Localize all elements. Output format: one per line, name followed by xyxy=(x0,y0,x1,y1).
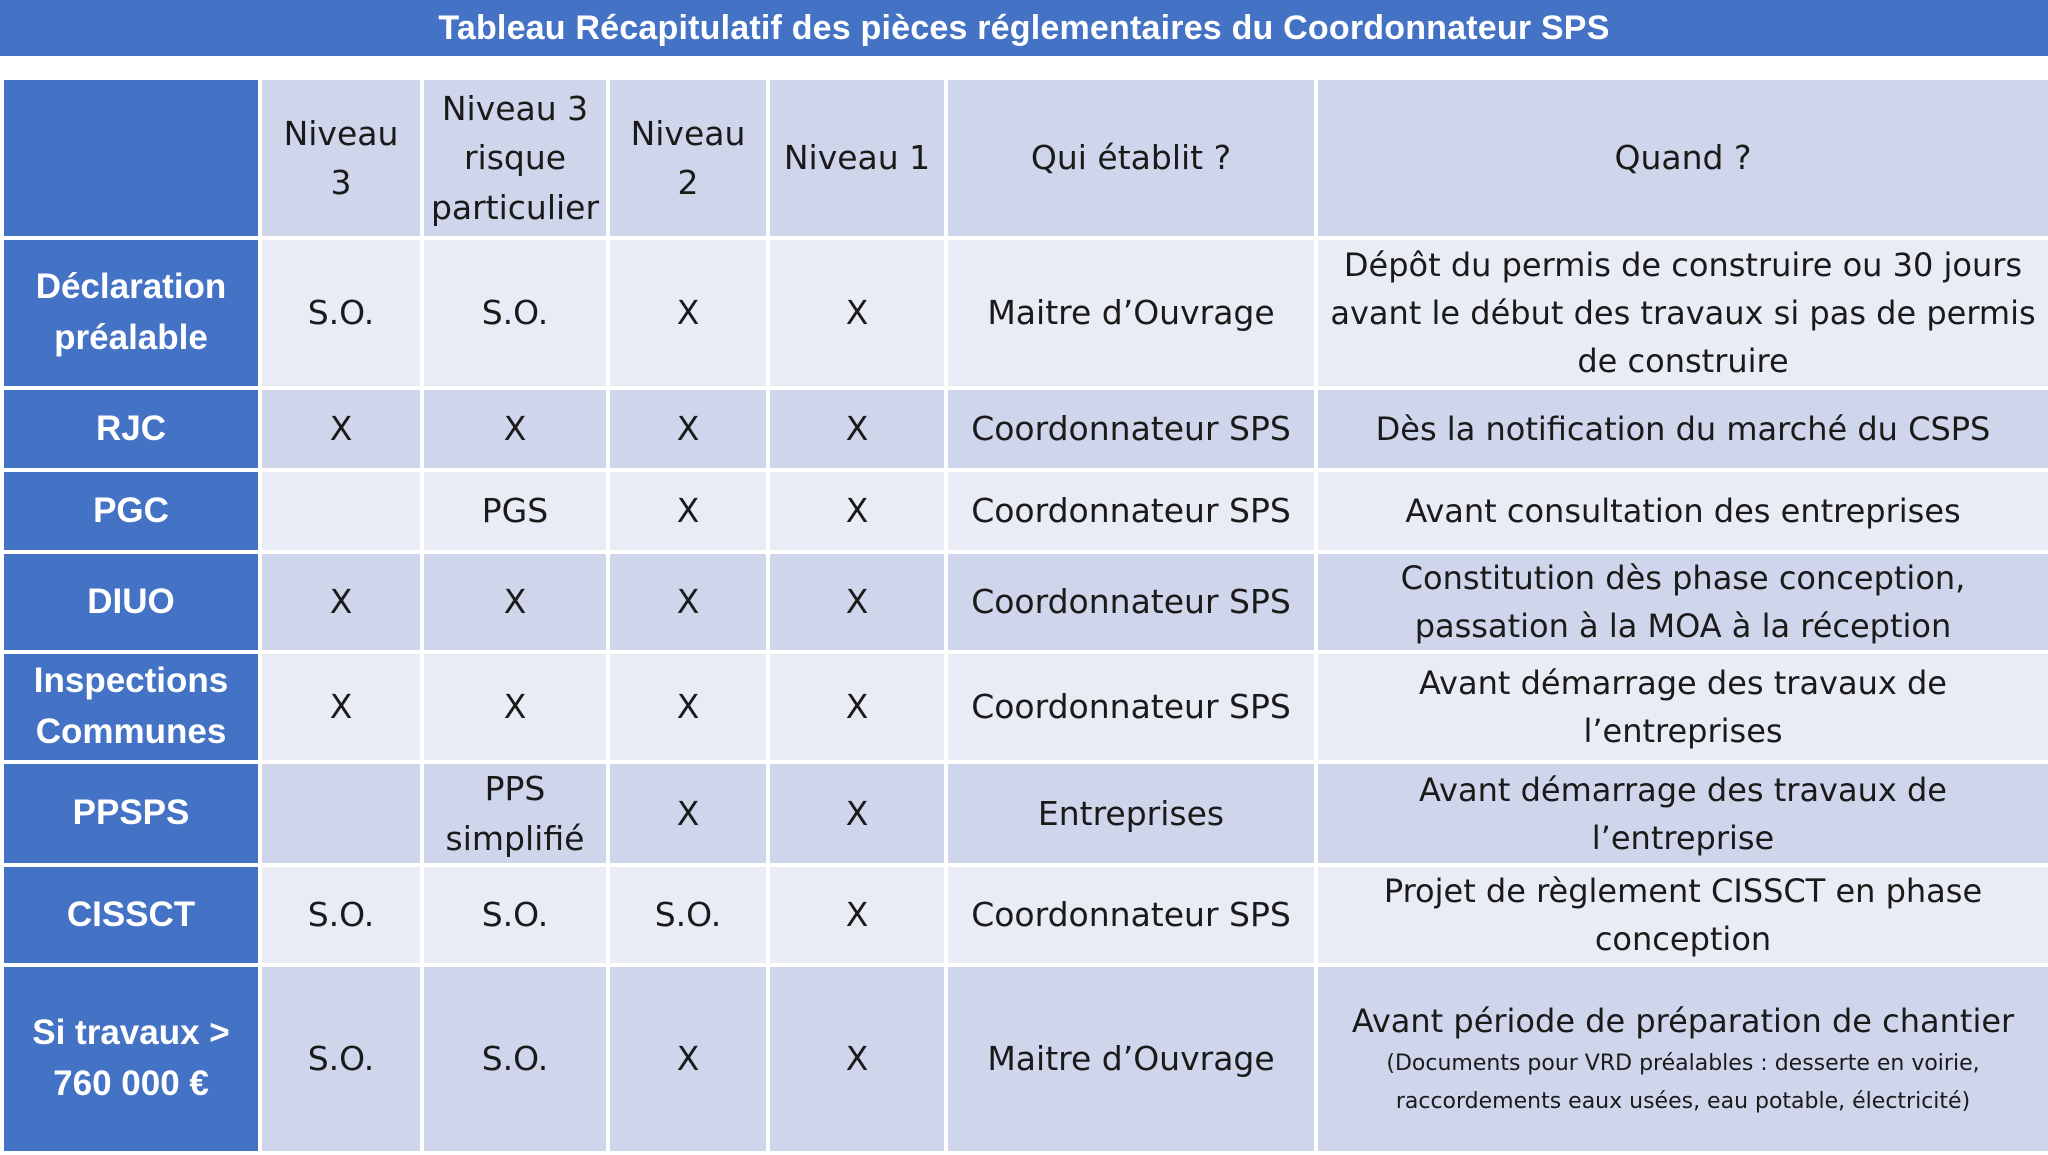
summary-table xyxy=(0,76,2048,1155)
cell-niveau-3: S.O. xyxy=(260,865,422,965)
cell-niveau-3-risque: PPS simplifié xyxy=(422,762,608,865)
cell-niveau-3-risque: PGS xyxy=(422,470,608,552)
cell-niveau-3-risque: S.O. xyxy=(422,238,608,388)
cell-when xyxy=(1316,965,2048,1153)
cell-who: Coordonnateur SPS xyxy=(946,652,1316,762)
cell-niveau-3-risque: S.O. xyxy=(422,965,608,1153)
cell-niveau-3-risque: X xyxy=(422,652,608,762)
cell-who: Coordonnateur SPS xyxy=(946,552,1316,652)
cell-who: Coordonnateur SPS xyxy=(946,865,1316,965)
cell-when: Projet de règlement CISSCT en phase conception xyxy=(1316,865,2048,965)
table-row xyxy=(2,238,2048,388)
cell-who: Coordonnateur SPS xyxy=(946,470,1316,552)
cell-niveau-2: X xyxy=(608,238,768,388)
header-niveau-1: Niveau 1 xyxy=(768,78,946,238)
cell-niveau-1: X xyxy=(768,470,946,552)
cell-niveau-2: X xyxy=(608,470,768,552)
cell-when-note: (Documents pour VRD préalables : desserte en voirie, raccordements eaux usées, eau potable, électricité) xyxy=(1386,1050,1980,1114)
cell-niveau-1: X xyxy=(768,965,946,1153)
table-row xyxy=(2,470,2048,552)
row-label: Si travaux > 760 000 € xyxy=(2,965,260,1153)
title-separator xyxy=(0,56,2048,76)
table-row xyxy=(2,965,2048,1153)
cell-niveau-1: X xyxy=(768,388,946,470)
cell-niveau-3: S.O. xyxy=(260,965,422,1153)
cell-when: Avant démarrage des travaux de l’entreprise xyxy=(1316,762,2048,865)
cell-who: Entreprises xyxy=(946,762,1316,865)
cell-niveau-3: X xyxy=(260,652,422,762)
row-label: CISSCT xyxy=(2,865,260,965)
row-label: RJC xyxy=(2,388,260,470)
cell-niveau-2: S.O. xyxy=(608,865,768,965)
cell-niveau-1: X xyxy=(768,238,946,388)
header-niveau-2: Niveau 2 xyxy=(608,78,768,238)
cell-when-main: Avant période de préparation de chantier xyxy=(1351,1001,2015,1040)
header-niveau-3-risque: Niveau 3 risque particulier xyxy=(422,78,608,238)
cell-niveau-2: X xyxy=(608,652,768,762)
row-label: PGC xyxy=(2,470,260,552)
header-corner xyxy=(2,78,260,238)
cell-niveau-3-risque: X xyxy=(422,388,608,470)
cell-niveau-1: X xyxy=(768,652,946,762)
table-row xyxy=(2,652,2048,762)
cell-when: Dépôt du permis de construire ou 30 jours avant le début des travaux si pas de permis de construire xyxy=(1316,238,2048,388)
cell-who: Coordonnateur SPS xyxy=(946,388,1316,470)
cell-niveau-1: X xyxy=(768,762,946,865)
cell-when: Dès la notification du marché du CSPS xyxy=(1316,388,2048,470)
cell-niveau-3-risque: S.O. xyxy=(422,865,608,965)
row-label: Déclaration préalable xyxy=(2,238,260,388)
cell-niveau-2: X xyxy=(608,388,768,470)
header-when: Quand ? xyxy=(1316,78,2048,238)
cell-niveau-3: X xyxy=(260,552,422,652)
cell-when: Avant démarrage des travaux de l’entreprises xyxy=(1316,652,2048,762)
header-niveau-3: Niveau 3 xyxy=(260,78,422,238)
cell-niveau-3-risque: X xyxy=(422,552,608,652)
table-row xyxy=(2,865,2048,965)
table-row xyxy=(2,552,2048,652)
cell-niveau-2: X xyxy=(608,965,768,1153)
cell-niveau-2: X xyxy=(608,552,768,652)
row-label: DIUO xyxy=(2,552,260,652)
cell-niveau-3: S.O. xyxy=(260,238,422,388)
table-row xyxy=(2,762,2048,865)
row-label: Inspections Communes xyxy=(2,652,260,762)
cell-niveau-1: X xyxy=(768,865,946,965)
header-row xyxy=(2,78,2048,238)
header-who: Qui établit ? xyxy=(946,78,1316,238)
cell-who: Maitre d’Ouvrage xyxy=(946,238,1316,388)
table-row xyxy=(2,388,2048,470)
cell-who: Maitre d’Ouvrage xyxy=(946,965,1316,1153)
cell-niveau-2: X xyxy=(608,762,768,865)
cell-niveau-3 xyxy=(260,762,422,865)
cell-when: Constitution dès phase conception, passation à la MOA à la réception xyxy=(1316,552,2048,652)
cell-when: Avant consultation des entreprises xyxy=(1316,470,2048,552)
cell-niveau-3 xyxy=(260,470,422,552)
row-label: PPSPS xyxy=(2,762,260,865)
table-title: Tableau Récapitulatif des pièces réglementaires du Coordonnateur SPS xyxy=(0,0,2048,56)
cell-niveau-1: X xyxy=(768,552,946,652)
cell-niveau-3: X xyxy=(260,388,422,470)
